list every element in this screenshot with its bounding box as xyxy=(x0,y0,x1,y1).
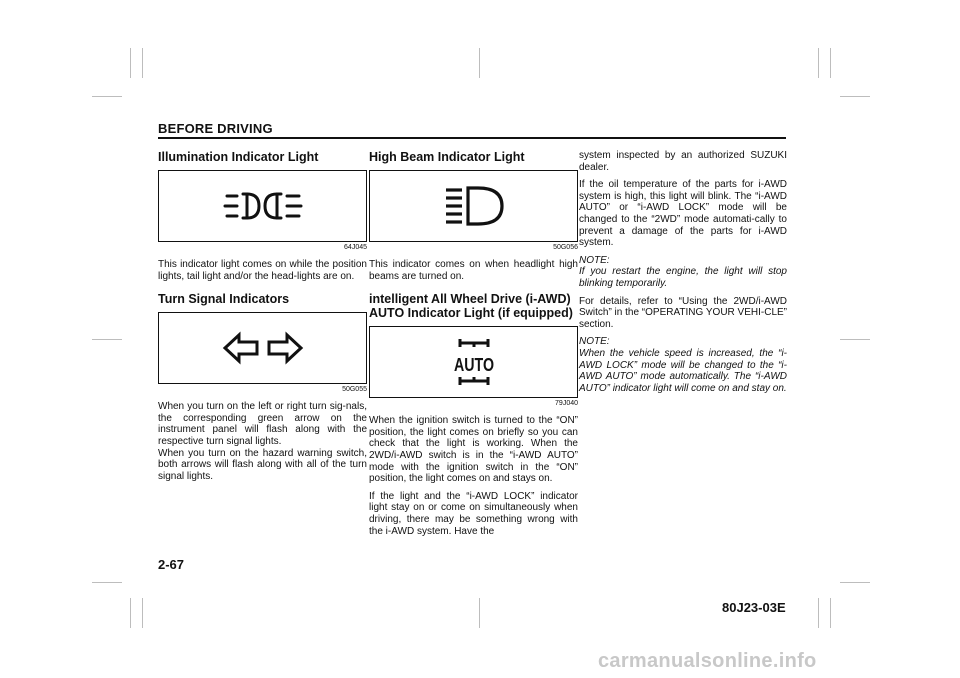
awd-body: If the light and the “i-AWD LOCK” indicator light stay on or come on simultaneously when driving, there may be something wrong with the i-AWD system. Have the xyxy=(369,490,578,537)
illumination-figure xyxy=(158,170,367,242)
illumination-body: This indicator light comes on while the position lights, tail light and/or the head-lights are on. xyxy=(158,259,367,282)
note-body: When the vehicle speed is increased, the “i-AWD LOCK” mode will be changed to the “i-AWD AUTO” mode automatically. The “i-AWD AUTO” indicator light will come on and stay on. xyxy=(579,347,787,394)
awd-auto-icon xyxy=(451,337,497,387)
crop-mark xyxy=(840,339,870,340)
paragraph: system inspected by an authorized SUZUKI dealer. xyxy=(579,150,787,173)
header-rule xyxy=(158,137,786,139)
crop-mark xyxy=(818,598,819,628)
high-beam-body: This indicator comes on when headlight high beams are turned on. xyxy=(369,259,578,282)
note-label: NOTE: xyxy=(579,336,610,348)
crop-mark xyxy=(130,48,131,78)
paragraph: For details, refer to “Using the 2WD/i-AWD Switch” in the “OPERATING YOUR VEHI-CLE” section. xyxy=(579,295,788,330)
note-body: If you restart the engine, the light will stop blinking temporarily. xyxy=(579,266,787,289)
column-1 xyxy=(158,146,367,488)
figure-code: 50G056 xyxy=(553,244,578,251)
high-beam-figure xyxy=(369,170,578,242)
crop-mark xyxy=(92,96,122,97)
document-code: 80J23-03E xyxy=(722,600,786,615)
column-2 xyxy=(369,146,578,543)
awd-icon-text: AUTO xyxy=(453,355,494,376)
awd-body: When the ignition switch is turned to the “ON” position, the light comes on briefly so you can check that the light is working. When the 2WD/i-AWD switch is in the “i-AWD AUTO” mode with the ignition switch in the “ON” position, the light comes on and stays on. xyxy=(369,415,578,485)
turn-signal-heading: Turn Signal Indicators xyxy=(158,292,290,307)
crop-mark xyxy=(479,48,480,78)
crop-mark xyxy=(130,598,131,628)
crop-mark xyxy=(479,598,480,628)
crop-mark xyxy=(142,598,143,628)
crop-mark xyxy=(818,48,819,78)
section-header: BEFORE DRIVING xyxy=(158,121,273,136)
column-3 xyxy=(579,150,787,400)
figure-code: 64J045 xyxy=(344,244,367,251)
turn-signal-arrows-icon xyxy=(221,330,305,366)
high-beam-heading: High Beam Indicator Light xyxy=(369,150,525,164)
turn-signal-body: When you turn on the left or right turn sig-nals, the corresponding green arrow on the instrument panel will flash along with the respective turn signal lights. xyxy=(158,401,367,447)
figure-code: 50G055 xyxy=(342,386,367,394)
figure-code: 79J040 xyxy=(555,400,578,408)
awd-heading: intelligent All Wheel Drive (i-AWD) AUTO Indicator Light (if equipped) xyxy=(369,292,573,321)
crop-mark xyxy=(840,582,870,583)
crop-mark xyxy=(830,598,831,628)
crop-mark xyxy=(92,582,122,583)
illumination-indicator-icon xyxy=(223,188,303,224)
high-beam-icon xyxy=(442,185,506,227)
paragraph: If the oil temperature of the parts for i-AWD system is high, this light will blink. The “i-AWD AUTO” or “i-AWD LOCK” mode will be changed to the “2WD” mode automati-cally to prevent a damage of the parts for i-AWD system. xyxy=(579,179,787,249)
awd-figure xyxy=(369,326,578,398)
watermark: carmanualsonline.info xyxy=(598,650,817,672)
illumination-heading: Illumination Indicator Light xyxy=(158,150,319,164)
note-label: NOTE: xyxy=(579,254,610,266)
crop-mark xyxy=(92,339,122,340)
turn-signal-figure xyxy=(158,312,367,384)
crop-mark xyxy=(142,48,143,78)
turn-signal-body: When you turn on the hazard warning switch, both arrows will flash along with all of the turn signal lights. xyxy=(158,447,367,482)
crop-mark xyxy=(830,48,831,78)
page-number: 2-67 xyxy=(158,557,185,572)
crop-mark xyxy=(840,96,870,97)
